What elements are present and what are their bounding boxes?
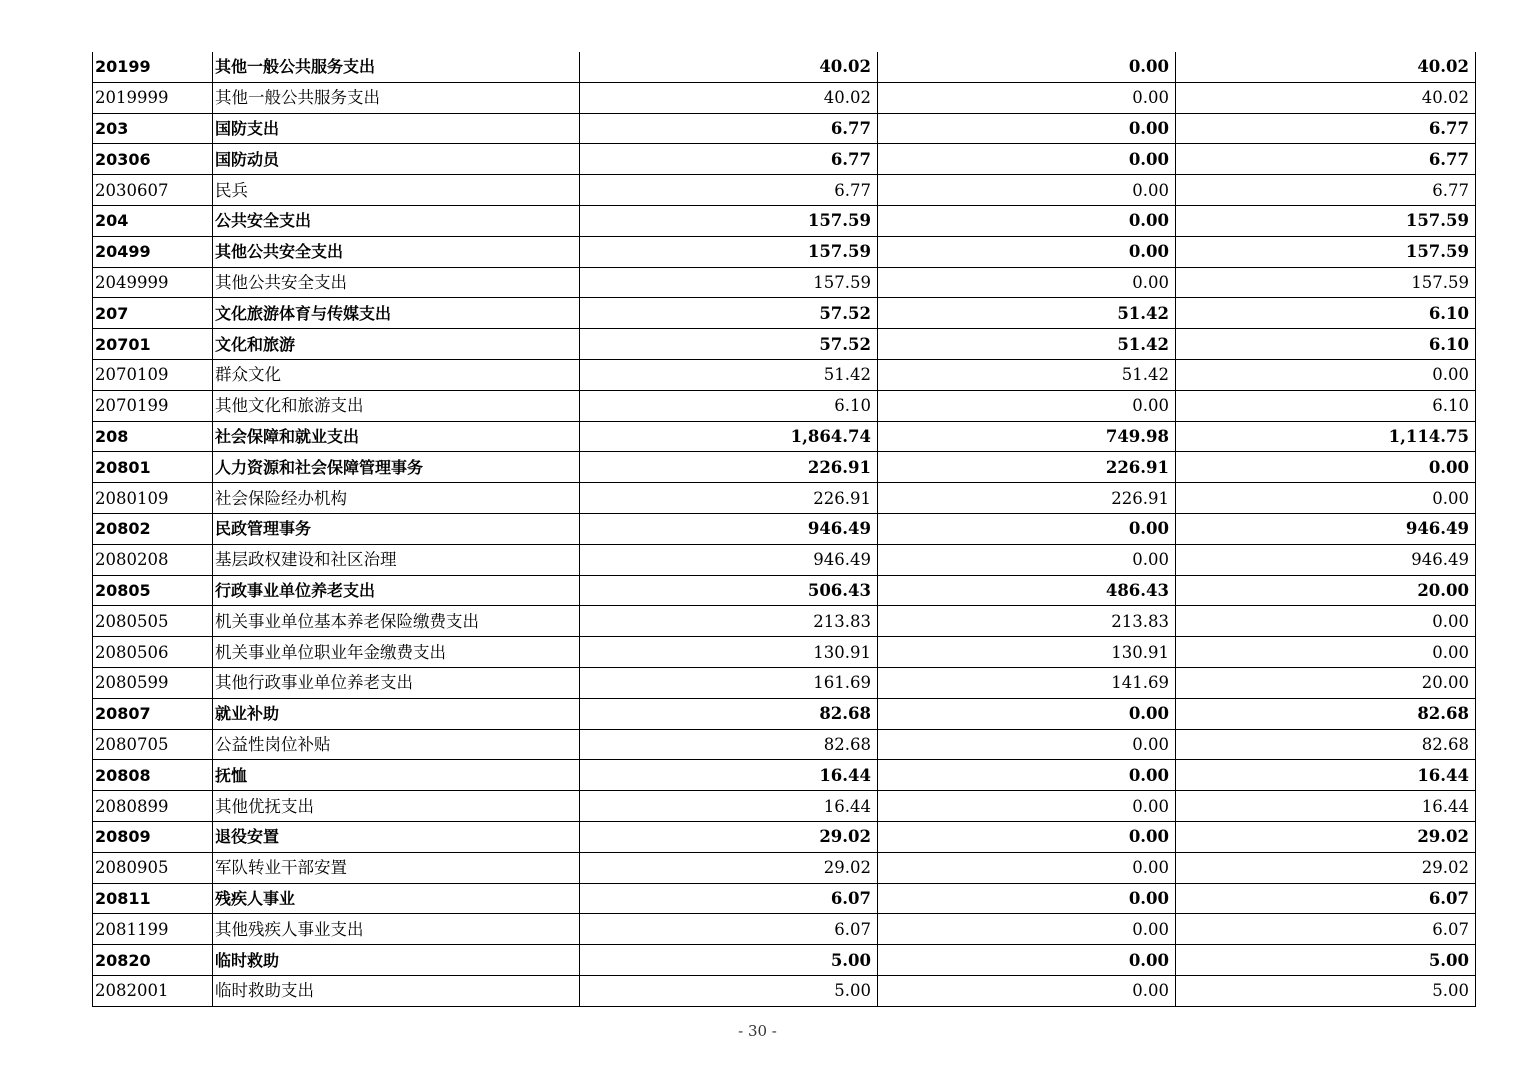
total-amount-cell: 57.52 bbox=[580, 298, 878, 329]
table-row bbox=[93, 421, 1476, 452]
project-expenditure-cell: 29.02 bbox=[1176, 852, 1476, 883]
project-expenditure-cell: 82.68 bbox=[1176, 698, 1476, 729]
project-expenditure-cell: 6.77 bbox=[1176, 113, 1476, 144]
table-row bbox=[93, 729, 1476, 760]
total-amount-cell: 1,864.74 bbox=[580, 421, 878, 452]
subject-code-cell: 207 bbox=[93, 298, 213, 329]
subject-code-cell: 20199 bbox=[93, 52, 213, 82]
project-expenditure-cell: 0.00 bbox=[1176, 359, 1476, 390]
project-expenditure-cell: 5.00 bbox=[1176, 945, 1476, 976]
basic-expenditure-cell: 0.00 bbox=[878, 544, 1176, 575]
table-row bbox=[93, 298, 1476, 329]
total-amount-cell: 226.91 bbox=[580, 452, 878, 483]
subject-code-cell: 2080505 bbox=[93, 606, 213, 637]
basic-expenditure-cell: 0.00 bbox=[878, 914, 1176, 945]
table-row bbox=[93, 852, 1476, 883]
basic-expenditure-cell: 0.00 bbox=[878, 113, 1176, 144]
budget-table bbox=[92, 52, 1476, 1007]
subject-code-cell: 20811 bbox=[93, 883, 213, 914]
project-expenditure-cell: 157.59 bbox=[1176, 236, 1476, 267]
table-row bbox=[93, 914, 1476, 945]
project-expenditure-cell: 157.59 bbox=[1176, 205, 1476, 236]
project-expenditure-cell: 6.10 bbox=[1176, 329, 1476, 360]
table-row bbox=[93, 544, 1476, 575]
table-row bbox=[93, 144, 1476, 175]
basic-expenditure-cell: 0.00 bbox=[878, 144, 1176, 175]
project-expenditure-cell: 82.68 bbox=[1176, 729, 1476, 760]
total-amount-cell: 6.77 bbox=[580, 175, 878, 206]
total-amount-cell: 506.43 bbox=[580, 575, 878, 606]
subject-name-cell: 国防支出 bbox=[213, 113, 580, 144]
subject-code-cell: 2080506 bbox=[93, 637, 213, 668]
total-amount-cell: 40.02 bbox=[580, 52, 878, 82]
total-amount-cell: 226.91 bbox=[580, 483, 878, 514]
total-amount-cell: 6.77 bbox=[580, 144, 878, 175]
total-amount-cell: 946.49 bbox=[580, 513, 878, 544]
project-expenditure-cell: 0.00 bbox=[1176, 483, 1476, 514]
table-row bbox=[93, 359, 1476, 390]
basic-expenditure-cell: 0.00 bbox=[878, 513, 1176, 544]
project-expenditure-cell: 6.07 bbox=[1176, 883, 1476, 914]
table-row bbox=[93, 575, 1476, 606]
total-amount-cell: 157.59 bbox=[580, 205, 878, 236]
subject-code-cell: 20499 bbox=[93, 236, 213, 267]
total-amount-cell: 82.68 bbox=[580, 729, 878, 760]
subject-name-cell: 残疾人事业 bbox=[213, 883, 580, 914]
subject-code-cell: 2080905 bbox=[93, 852, 213, 883]
total-amount-cell: 946.49 bbox=[580, 544, 878, 575]
basic-expenditure-cell: 0.00 bbox=[878, 175, 1176, 206]
subject-code-cell: 2019999 bbox=[93, 82, 213, 113]
basic-expenditure-cell: 486.43 bbox=[878, 575, 1176, 606]
budget-table-body bbox=[93, 52, 1476, 1006]
project-expenditure-cell: 6.77 bbox=[1176, 175, 1476, 206]
subject-code-cell: 2080109 bbox=[93, 483, 213, 514]
table-row bbox=[93, 667, 1476, 698]
subject-code-cell: 2080705 bbox=[93, 729, 213, 760]
subject-name-cell: 其他一般公共服务支出 bbox=[213, 52, 580, 82]
project-expenditure-cell: 29.02 bbox=[1176, 821, 1476, 852]
table-row bbox=[93, 637, 1476, 668]
subject-code-cell: 20807 bbox=[93, 698, 213, 729]
table-row bbox=[93, 82, 1476, 113]
subject-name-cell: 其他残疾人事业支出 bbox=[213, 914, 580, 945]
subject-name-cell: 人力资源和社会保障管理事务 bbox=[213, 452, 580, 483]
basic-expenditure-cell: 51.42 bbox=[878, 298, 1176, 329]
basic-expenditure-cell: 0.00 bbox=[878, 267, 1176, 298]
project-expenditure-cell: 0.00 bbox=[1176, 606, 1476, 637]
total-amount-cell: 157.59 bbox=[580, 236, 878, 267]
subject-name-cell: 机关事业单位职业年金缴费支出 bbox=[213, 637, 580, 668]
total-amount-cell: 5.00 bbox=[580, 945, 878, 976]
total-amount-cell: 29.02 bbox=[580, 852, 878, 883]
subject-code-cell: 208 bbox=[93, 421, 213, 452]
project-expenditure-cell: 6.10 bbox=[1176, 390, 1476, 421]
basic-expenditure-cell: 0.00 bbox=[878, 821, 1176, 852]
table-row bbox=[93, 791, 1476, 822]
project-expenditure-cell: 40.02 bbox=[1176, 82, 1476, 113]
table-row bbox=[93, 513, 1476, 544]
subject-name-cell: 基层政权建设和社区治理 bbox=[213, 544, 580, 575]
basic-expenditure-cell: 141.69 bbox=[878, 667, 1176, 698]
table-row bbox=[93, 698, 1476, 729]
table-row bbox=[93, 821, 1476, 852]
basic-expenditure-cell: 0.00 bbox=[878, 82, 1176, 113]
total-amount-cell: 5.00 bbox=[580, 975, 878, 1006]
basic-expenditure-cell: 0.00 bbox=[878, 698, 1176, 729]
project-expenditure-cell: 20.00 bbox=[1176, 575, 1476, 606]
basic-expenditure-cell: 749.98 bbox=[878, 421, 1176, 452]
total-amount-cell: 6.10 bbox=[580, 390, 878, 421]
basic-expenditure-cell: 0.00 bbox=[878, 205, 1176, 236]
basic-expenditure-cell: 0.00 bbox=[878, 975, 1176, 1006]
project-expenditure-cell: 1,114.75 bbox=[1176, 421, 1476, 452]
project-expenditure-cell: 157.59 bbox=[1176, 267, 1476, 298]
basic-expenditure-cell: 226.91 bbox=[878, 452, 1176, 483]
basic-expenditure-cell: 0.00 bbox=[878, 791, 1176, 822]
subject-code-cell: 2070199 bbox=[93, 390, 213, 421]
subject-code-cell: 2080899 bbox=[93, 791, 213, 822]
table-row bbox=[93, 945, 1476, 976]
subject-name-cell: 文化和旅游 bbox=[213, 329, 580, 360]
total-amount-cell: 6.77 bbox=[580, 113, 878, 144]
project-expenditure-cell: 16.44 bbox=[1176, 760, 1476, 791]
subject-name-cell: 其他文化和旅游支出 bbox=[213, 390, 580, 421]
subject-code-cell: 20808 bbox=[93, 760, 213, 791]
basic-expenditure-cell: 0.00 bbox=[878, 390, 1176, 421]
subject-name-cell: 国防动员 bbox=[213, 144, 580, 175]
subject-name-cell: 民政管理事务 bbox=[213, 513, 580, 544]
subject-name-cell: 社会保险经办机构 bbox=[213, 483, 580, 514]
subject-name-cell: 抚恤 bbox=[213, 760, 580, 791]
table-row bbox=[93, 483, 1476, 514]
project-expenditure-cell: 6.10 bbox=[1176, 298, 1476, 329]
table-row bbox=[93, 329, 1476, 360]
subject-name-cell: 公共安全支出 bbox=[213, 205, 580, 236]
project-expenditure-cell: 946.49 bbox=[1176, 544, 1476, 575]
subject-name-cell: 退役安置 bbox=[213, 821, 580, 852]
project-expenditure-cell: 0.00 bbox=[1176, 637, 1476, 668]
subject-code-cell: 20306 bbox=[93, 144, 213, 175]
subject-name-cell: 其他优抚支出 bbox=[213, 791, 580, 822]
subject-code-cell: 20805 bbox=[93, 575, 213, 606]
total-amount-cell: 157.59 bbox=[580, 267, 878, 298]
basic-expenditure-cell: 0.00 bbox=[878, 729, 1176, 760]
basic-expenditure-cell: 0.00 bbox=[878, 236, 1176, 267]
subject-name-cell: 其他公共安全支出 bbox=[213, 236, 580, 267]
subject-name-cell: 就业补助 bbox=[213, 698, 580, 729]
table-row bbox=[93, 267, 1476, 298]
basic-expenditure-cell: 0.00 bbox=[878, 883, 1176, 914]
table-row bbox=[93, 975, 1476, 1006]
subject-name-cell: 临时救助支出 bbox=[213, 975, 580, 1006]
project-expenditure-cell: 946.49 bbox=[1176, 513, 1476, 544]
subject-name-cell: 其他公共安全支出 bbox=[213, 267, 580, 298]
total-amount-cell: 16.44 bbox=[580, 791, 878, 822]
subject-name-cell: 民兵 bbox=[213, 175, 580, 206]
table-row bbox=[93, 52, 1476, 82]
subject-name-cell: 群众文化 bbox=[213, 359, 580, 390]
page-number: - 30 - bbox=[738, 1022, 777, 1040]
subject-code-cell: 2080599 bbox=[93, 667, 213, 698]
subject-code-cell: 2049999 bbox=[93, 267, 213, 298]
total-amount-cell: 82.68 bbox=[580, 698, 878, 729]
total-amount-cell: 6.07 bbox=[580, 914, 878, 945]
basic-expenditure-cell: 0.00 bbox=[878, 945, 1176, 976]
project-expenditure-cell: 16.44 bbox=[1176, 791, 1476, 822]
subject-code-cell: 2070109 bbox=[93, 359, 213, 390]
table-row bbox=[93, 205, 1476, 236]
project-expenditure-cell: 20.00 bbox=[1176, 667, 1476, 698]
project-expenditure-cell: 6.07 bbox=[1176, 914, 1476, 945]
subject-name-cell: 社会保障和就业支出 bbox=[213, 421, 580, 452]
basic-expenditure-cell: 0.00 bbox=[878, 760, 1176, 791]
basic-expenditure-cell: 213.83 bbox=[878, 606, 1176, 637]
table-row bbox=[93, 390, 1476, 421]
total-amount-cell: 6.07 bbox=[580, 883, 878, 914]
subject-code-cell: 204 bbox=[93, 205, 213, 236]
table-row bbox=[93, 113, 1476, 144]
subject-code-cell: 2082001 bbox=[93, 975, 213, 1006]
subject-code-cell: 203 bbox=[93, 113, 213, 144]
subject-code-cell: 20820 bbox=[93, 945, 213, 976]
subject-code-cell: 20802 bbox=[93, 513, 213, 544]
basic-expenditure-cell: 0.00 bbox=[878, 852, 1176, 883]
project-expenditure-cell: 0.00 bbox=[1176, 452, 1476, 483]
total-amount-cell: 130.91 bbox=[580, 637, 878, 668]
total-amount-cell: 29.02 bbox=[580, 821, 878, 852]
subject-name-cell: 其他一般公共服务支出 bbox=[213, 82, 580, 113]
subject-name-cell: 机关事业单位基本养老保险缴费支出 bbox=[213, 606, 580, 637]
subject-name-cell: 公益性岗位补贴 bbox=[213, 729, 580, 760]
table-row bbox=[93, 175, 1476, 206]
table-row bbox=[93, 883, 1476, 914]
basic-expenditure-cell: 51.42 bbox=[878, 329, 1176, 360]
project-expenditure-cell: 40.02 bbox=[1176, 52, 1476, 82]
subject-name-cell: 临时救助 bbox=[213, 945, 580, 976]
table-row bbox=[93, 452, 1476, 483]
basic-expenditure-cell: 0.00 bbox=[878, 52, 1176, 82]
basic-expenditure-cell: 51.42 bbox=[878, 359, 1176, 390]
table-row bbox=[93, 760, 1476, 791]
subject-code-cell: 2030607 bbox=[93, 175, 213, 206]
total-amount-cell: 213.83 bbox=[580, 606, 878, 637]
total-amount-cell: 16.44 bbox=[580, 760, 878, 791]
subject-code-cell: 20809 bbox=[93, 821, 213, 852]
subject-name-cell: 文化旅游体育与传媒支出 bbox=[213, 298, 580, 329]
subject-code-cell: 2081199 bbox=[93, 914, 213, 945]
table-row bbox=[93, 236, 1476, 267]
total-amount-cell: 40.02 bbox=[580, 82, 878, 113]
project-expenditure-cell: 6.77 bbox=[1176, 144, 1476, 175]
project-expenditure-cell: 5.00 bbox=[1176, 975, 1476, 1006]
subject-code-cell: 20801 bbox=[93, 452, 213, 483]
subject-name-cell: 其他行政事业单位养老支出 bbox=[213, 667, 580, 698]
total-amount-cell: 51.42 bbox=[580, 359, 878, 390]
table-row bbox=[93, 606, 1476, 637]
subject-name-cell: 军队转业干部安置 bbox=[213, 852, 580, 883]
subject-name-cell: 行政事业单位养老支出 bbox=[213, 575, 580, 606]
subject-code-cell: 20701 bbox=[93, 329, 213, 360]
total-amount-cell: 57.52 bbox=[580, 329, 878, 360]
basic-expenditure-cell: 130.91 bbox=[878, 637, 1176, 668]
subject-code-cell: 2080208 bbox=[93, 544, 213, 575]
basic-expenditure-cell: 226.91 bbox=[878, 483, 1176, 514]
total-amount-cell: 161.69 bbox=[580, 667, 878, 698]
